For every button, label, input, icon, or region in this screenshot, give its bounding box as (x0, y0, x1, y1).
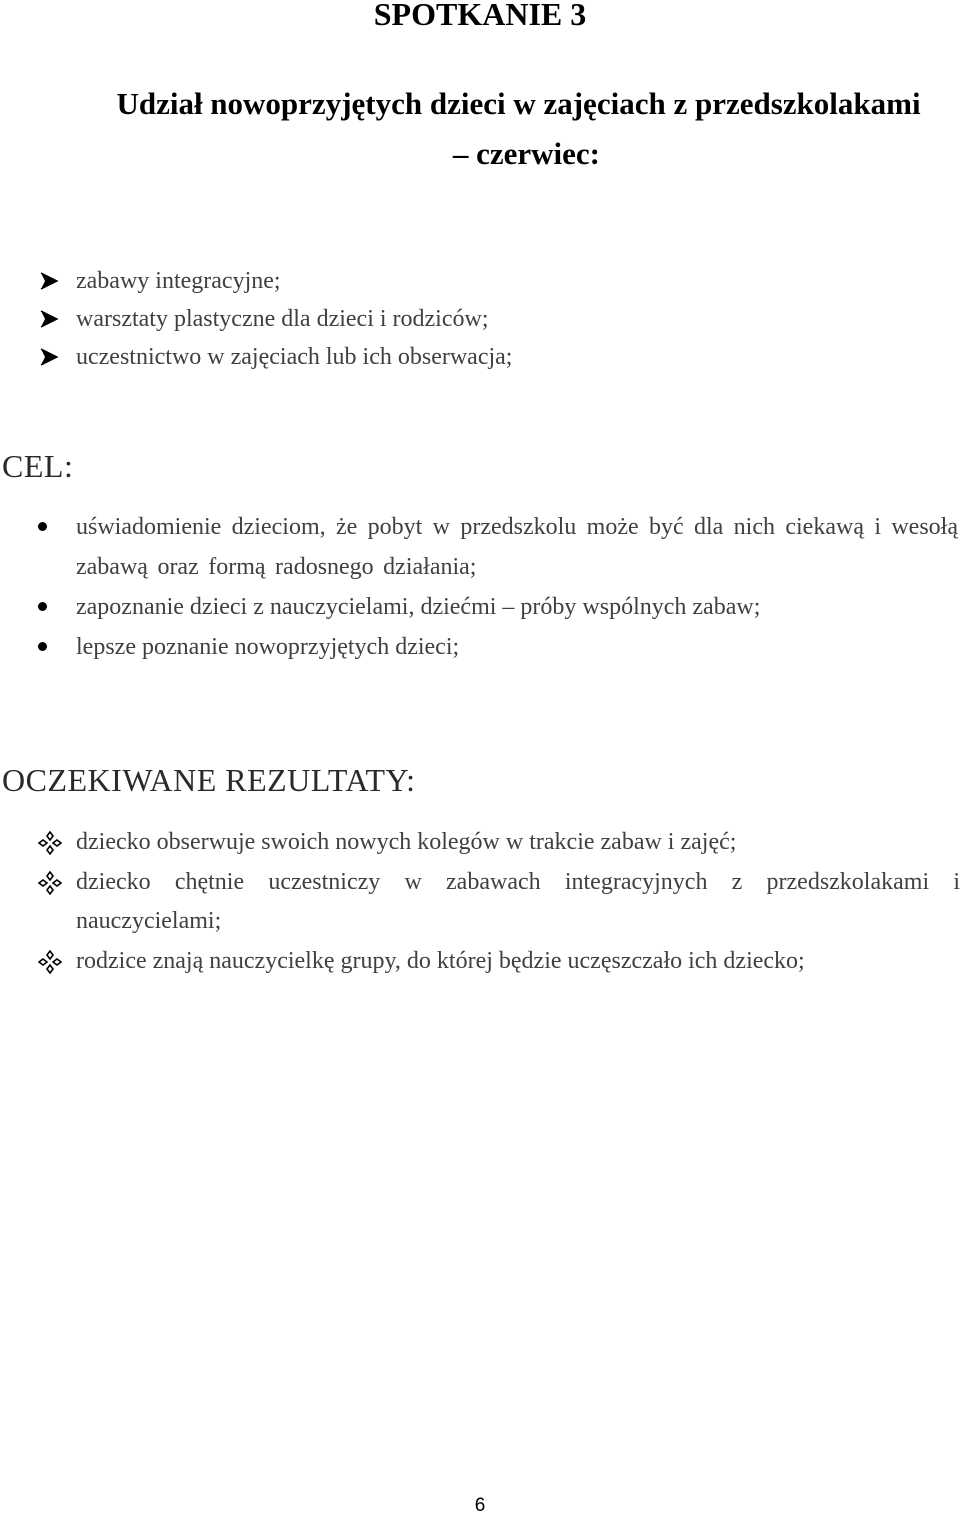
diamond-bullet-icon (38, 871, 62, 895)
list-item (0, 942, 960, 982)
dot-bullet-icon (38, 522, 47, 531)
list-item (0, 587, 960, 627)
dot-bullet-icon (38, 602, 47, 611)
list-item (0, 627, 960, 667)
arrow-bullet-icon (38, 262, 60, 300)
list-item (0, 863, 960, 942)
list-item-text: uczestnictwo w zajęciach lub ich obserwacja; (76, 344, 513, 370)
list-item-text: uświadomienie dzieciom, że pobyt w przedszkolu może być dla nich ciekawą i wesołą zabawą oraz formą radosnego działania; (76, 514, 958, 580)
list-item-text: zapoznanie dzieci z nauczycielami, dziećmi – próby wspólnych zabaw; (76, 594, 761, 620)
diamond-bullet-icon (38, 831, 62, 855)
list-item-text: lepsze poznanie nowoprzyjętych dzieci; (76, 634, 460, 660)
list-item-text: zabawy integracyjne; (76, 268, 281, 294)
results-list (0, 823, 960, 981)
cel-heading: CEL: (2, 448, 74, 484)
list-item-text: warsztaty plastyczne dla dzieci i rodziców; (76, 306, 489, 332)
list-item-text: dziecko obserwuje swoich nowych kolegów w trakcie zabaw i zajęć; (76, 829, 737, 855)
meeting-month: – czerwiec: (452, 136, 600, 171)
diamond-bullet-icon (38, 950, 62, 974)
list-item (0, 507, 960, 587)
list-item (0, 262, 960, 300)
page-number: 6 (474, 1495, 486, 1516)
list-item (0, 300, 960, 338)
list-item-text: dziecko chętnie uczestniczy w zabawach integracyjnych z przedszkolakami i nauczycielami; (76, 868, 960, 934)
activities-list (0, 262, 960, 376)
dot-bullet-icon (38, 642, 47, 651)
list-item (0, 338, 960, 376)
arrow-bullet-icon (38, 338, 60, 376)
results-heading: OCZEKIWANE REZULTATY: (2, 762, 416, 798)
goals-list (0, 507, 960, 667)
meeting-subtitle: Udział nowoprzyjętych dzieci w zajęciach z przedszkolakami (116, 86, 921, 121)
arrow-bullet-icon (38, 300, 60, 338)
page-title: SPOTKANIE 3 (373, 0, 587, 32)
list-item (0, 823, 960, 863)
list-item-text: rodzice znają nauczycielkę grupy, do której będzie uczęszczało ich dziecko; (76, 947, 805, 974)
